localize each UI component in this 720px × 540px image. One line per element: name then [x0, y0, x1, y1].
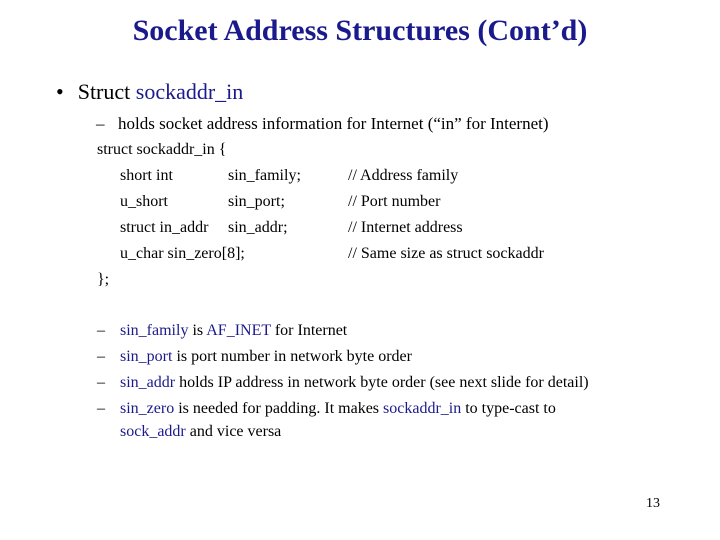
code-comment: // Address family: [348, 167, 459, 184]
note-term: sock_addr: [120, 423, 186, 440]
bullet-marker: •: [56, 79, 64, 104]
sub-bullet-description: [96, 114, 549, 134]
code-field: sin_port;: [228, 193, 285, 210]
code-comment: // Same size as struct sockaddr: [348, 245, 544, 262]
note-marker: –: [97, 374, 105, 391]
note-marker: –: [97, 348, 105, 365]
bullet-struct-sockaddr-in: [56, 79, 243, 105]
note-text: is: [188, 322, 207, 339]
bullet-prefix: Struct: [77, 79, 136, 104]
note-text: for Internet: [270, 322, 348, 339]
code-type: struct in_addr: [120, 219, 209, 236]
note-term: sin_family: [120, 322, 189, 339]
note-text: is port number in network byte order: [172, 348, 412, 365]
note-marker: –: [97, 400, 105, 417]
code-close-line: };: [97, 271, 110, 288]
page-number: 13: [646, 496, 660, 511]
note-item: [120, 400, 556, 418]
note-item-continuation: [120, 423, 281, 441]
note-text: to type-cast to: [461, 400, 556, 417]
note-term: sin_zero: [120, 400, 175, 417]
note-term: sin_addr: [120, 374, 176, 391]
code-comment: // Internet address: [348, 219, 463, 236]
code-type: short int: [120, 167, 173, 184]
note-text: holds IP address in network byte order (see next slide for detail): [175, 374, 589, 391]
code-field: sin_family;: [228, 167, 301, 184]
note-text: is needed for padding. It makes: [174, 400, 384, 417]
note-item: [120, 322, 347, 340]
code-comment: // Port number: [348, 193, 441, 210]
sub-bullet-text: holds socket address information for Internet (“in” for Internet): [118, 114, 549, 133]
code-open-line: struct sockaddr_in {: [97, 141, 227, 158]
code-type: u_short: [120, 193, 168, 210]
note-item: [120, 374, 589, 392]
note-item: [120, 348, 412, 366]
slide-title: Socket Address Structures (Cont’d): [132, 14, 588, 47]
note-text: and vice versa: [185, 423, 282, 440]
sub-bullet-marker: –: [96, 114, 105, 133]
note-term: sin_port: [120, 348, 173, 365]
code-type: u_char sin_zero[8];: [120, 245, 245, 262]
code-field: sin_addr;: [228, 219, 288, 236]
note-marker: –: [97, 322, 105, 339]
note-term: sockaddr_in: [383, 400, 462, 417]
note-term: AF_INET: [206, 322, 271, 339]
bullet-struct-name: sockaddr_in: [135, 79, 244, 104]
